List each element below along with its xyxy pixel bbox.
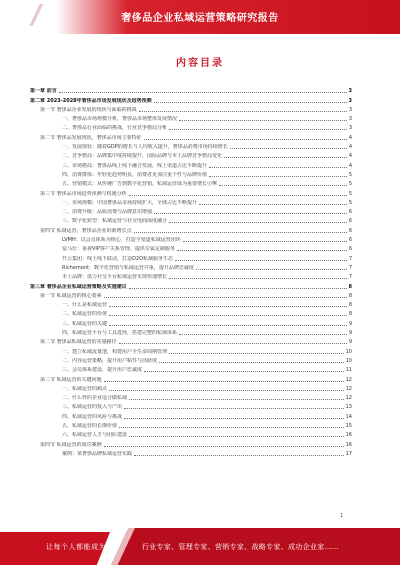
- toc-entry-text: 三、会员体系建设，提升用户忠诚度: [62, 367, 143, 374]
- footer-tagline: 行业专家、管理专家、营销专家、战略专家、成功企业家……: [142, 543, 340, 551]
- toc-leader-dots: [154, 98, 347, 103]
- toc-leader-dots: [209, 163, 347, 168]
- toc-entry-text: 二、什么样的企业适合做私域: [62, 395, 128, 402]
- toc-entry-page: 5: [348, 190, 352, 197]
- toc-leader-dots: [183, 237, 347, 242]
- toc-entry-text: 四、私域运营的风险与挑战: [62, 413, 123, 420]
- toc-leader-dots: [209, 172, 347, 177]
- toc-leader-dots: [179, 116, 347, 121]
- toc-leader-dots: [119, 423, 344, 428]
- toc-title: 内容目录: [176, 58, 224, 69]
- toc-leader-dots: [196, 265, 347, 270]
- toc-entry[interactable]: [30, 94, 352, 103]
- toc-entry-page: 3: [348, 106, 352, 113]
- toc-entry[interactable]: [30, 280, 352, 289]
- toc-entry[interactable]: [30, 113, 352, 122]
- toc-entry-text: 四、私域运营平台与工具选择，搭建完整的私域体系: [62, 330, 178, 337]
- toc-entry-page: 7: [348, 274, 352, 281]
- report-title: 奢侈品企业私域运营策略研究报告: [121, 13, 279, 24]
- toc-leader-dots: [159, 358, 344, 363]
- table-of-contents: [30, 85, 352, 457]
- toc-entry[interactable]: [30, 150, 352, 159]
- toc-entry-text: 第三章 奢侈品企业私域运营策略及实施建议: [30, 283, 127, 290]
- toc-entry[interactable]: [30, 206, 352, 215]
- report-header: [0, 0, 400, 34]
- toc-entry[interactable]: [30, 243, 352, 252]
- toc-entry-text: 二、奢侈品行业面临的挑战，行业竞争格局分析: [62, 125, 168, 132]
- toc-entry-page: 6: [348, 227, 352, 234]
- toc-entry[interactable]: [30, 252, 352, 261]
- toc-entry-text: 二、消费升级：品质消费与品牌意识增强: [62, 209, 153, 216]
- toc-entry[interactable]: [30, 308, 352, 317]
- toc-leader-dots: [109, 386, 344, 391]
- toc-entry-page: 12: [345, 376, 352, 383]
- toc-entry[interactable]: [30, 438, 352, 447]
- toc-entry-text: 三、市场格局：奢侈品线上线下融合发展，线上渠道占比不断提升: [62, 162, 208, 169]
- toc-leader-dots: [219, 181, 347, 186]
- toc-entry[interactable]: [30, 178, 352, 187]
- toc-entry-page: 11: [345, 367, 352, 374]
- toc-entry[interactable]: [30, 131, 352, 140]
- toc-leader-dots: [124, 414, 344, 419]
- toc-leader-dots: [224, 153, 347, 158]
- footer-decoration: [110, 528, 138, 565]
- toc-entry-page: 6: [348, 246, 352, 253]
- toc-entry[interactable]: [30, 392, 352, 401]
- toc-entry-page: 6: [348, 209, 352, 216]
- toc-entry[interactable]: [30, 299, 352, 308]
- toc-entry[interactable]: [30, 420, 352, 429]
- toc-entry-text: 开云集团：线上线下联动，打造O2O私域服务生态: [62, 255, 174, 262]
- toc-entry[interactable]: [30, 187, 352, 196]
- toc-leader-dots: [169, 349, 344, 354]
- toc-entry-page: 5: [348, 199, 352, 206]
- toc-entry[interactable]: [30, 336, 352, 345]
- toc-entry-text: 一、奢侈品市场规模分析，奢侈品市场整体发展情况: [62, 116, 178, 123]
- toc-entry-text: 本土品牌：借力社交平台私域运营实现快速增长: [62, 274, 168, 281]
- toc-entry[interactable]: [30, 364, 352, 373]
- toc-entry[interactable]: [30, 271, 352, 280]
- toc-leader-dots: [199, 200, 347, 205]
- toc-entry-page: 7: [348, 255, 352, 262]
- toc-leader-dots: [139, 107, 347, 112]
- toc-entry-page: 8: [348, 292, 352, 299]
- toc-entry[interactable]: [30, 122, 352, 131]
- toc-leader-dots: [169, 274, 347, 279]
- toc-entry-text: 第三节 奢侈品市场趋势预测与机遇分析: [40, 190, 127, 197]
- toc-leader-dots: [129, 191, 347, 196]
- toc-entry-page: 10: [345, 348, 352, 355]
- toc-leader-dots: [134, 451, 344, 456]
- toc-entry-page: 9: [348, 320, 352, 327]
- toc-entry-page: 3: [348, 125, 352, 132]
- toc-entry-page: 9: [348, 330, 352, 337]
- toc-entry[interactable]: [30, 429, 352, 438]
- toc-entry[interactable]: [30, 373, 352, 382]
- toc-entry-text: 第四节 私域运营的成功案例: [40, 441, 102, 448]
- toc-entry-page: 15: [345, 422, 352, 429]
- toc-leader-dots: [134, 228, 347, 233]
- toc-entry-text: 一、私域运营的痛点: [62, 385, 108, 392]
- toc-entry[interactable]: [30, 327, 352, 336]
- toc-entry-page: 8: [348, 302, 352, 309]
- toc-entry-page: 14: [345, 413, 352, 420]
- toc-leader-dots: [175, 256, 347, 261]
- toc-leader-dots: [104, 377, 344, 382]
- toc-entry[interactable]: [30, 85, 352, 94]
- toc-entry-text: 四、消费群体：年轻化趋势明显，消费者更加注重个性与品牌价值: [62, 171, 208, 178]
- toc-entry[interactable]: [30, 355, 352, 364]
- toc-entry-text: 二、竞争格局：品牌集中度持续提升，国际品牌与本土品牌竞争格局变化: [62, 153, 223, 160]
- toc-entry-page: 6: [348, 218, 352, 225]
- toc-entry-text: 一、什么是私域运营: [62, 302, 108, 309]
- toc-entry-text: 二、私域运营的价值: [62, 311, 108, 318]
- toc-entry-text: 五、私域运营的长期价值: [62, 422, 118, 429]
- toc-leader-dots: [144, 367, 344, 372]
- toc-leader-dots: [169, 218, 347, 223]
- toc-entry[interactable]: [30, 141, 352, 150]
- toc-leader-dots: [109, 302, 347, 307]
- toc-leader-dots: [124, 404, 344, 409]
- toc-entry-page: 17: [345, 450, 352, 457]
- toc-leader-dots: [104, 293, 347, 298]
- toc-entry[interactable]: [30, 410, 352, 419]
- toc-entry[interactable]: [30, 224, 352, 233]
- toc-entry[interactable]: [30, 159, 352, 168]
- toc-entry[interactable]: [30, 317, 352, 326]
- toc-entry-text: 第四节 私域运营，奢侈品企业的新增长点: [40, 227, 132, 234]
- toc-entry-page: 3: [348, 116, 352, 123]
- toc-entry-page: 5: [348, 181, 352, 188]
- toc-entry-text: Richemont：数字化营销与私域运营并重，提升品牌忠诚度: [62, 264, 194, 271]
- toc-leader-dots: [119, 339, 347, 344]
- toc-entry-page: 4: [348, 134, 352, 141]
- toc-entry-text: 二、内容运营策略，提升用户粘性与活跃度: [62, 357, 158, 364]
- toc-entry[interactable]: [30, 448, 352, 457]
- toc-leader-dots: [109, 311, 347, 316]
- toc-leader-dots: [109, 321, 347, 326]
- toc-leader-dots: [129, 284, 347, 289]
- toc-entry-page: 8: [348, 311, 352, 318]
- toc-entry-text: 六、私域运营人才与团队建设: [62, 432, 128, 439]
- page-number: 1: [340, 513, 344, 519]
- toc-entry-page: 4: [348, 162, 352, 169]
- toc-entry-text: 第三节 私域运营的关键问题: [40, 376, 102, 383]
- toc-entry-text: LVMH：以会员体系为核心，打造全渠道私域运营闭环: [62, 237, 181, 244]
- toc-leader-dots: [177, 246, 347, 251]
- toc-entry[interactable]: [30, 197, 352, 206]
- toc-entry-page: 9: [348, 339, 352, 346]
- toc-entry[interactable]: [30, 290, 352, 299]
- toc-entry-text: 三、数字化转型：私域运营与社交电商深度融合: [62, 218, 168, 225]
- toc-entry-text: 第二节 奢侈品私域运营的实施路径: [40, 339, 117, 346]
- toc-entry[interactable]: [30, 104, 352, 113]
- toc-entry-page: 16: [345, 432, 352, 439]
- toc-entry[interactable]: [30, 234, 352, 243]
- toc-entry-page: 3: [348, 97, 352, 104]
- toc-entry-page: 5: [348, 171, 352, 178]
- toc-entry-page: 10: [345, 357, 352, 364]
- toc-leader-dots: [144, 135, 347, 140]
- toc-entry-text: 第二节 奢侈品发展现状，奢侈品市场主要特征: [40, 134, 142, 141]
- toc-entry-text: 第一章 前言: [30, 88, 57, 95]
- toc-entry-page: 12: [345, 385, 352, 392]
- toc-entry-text: 爱马仕：重视VIP客户关系管理，提供专属定制服务: [62, 246, 175, 253]
- toc-entry[interactable]: [30, 401, 352, 410]
- toc-entry-text: 三、私域运营的关键: [62, 320, 108, 327]
- toc-entry-page: 4: [348, 144, 352, 151]
- toc-entry-page: 16: [345, 441, 352, 448]
- toc-entry-text: 第二章 2023-2028年奢侈品市场发展现状及趋势预测: [30, 97, 152, 104]
- toc-entry-text: 案例：某奢侈品牌私域运营实践: [62, 450, 133, 457]
- toc-leader-dots: [129, 432, 344, 437]
- toc-entry-page: 7: [348, 264, 352, 271]
- toc-entry-page: 3: [348, 88, 352, 95]
- toc-entry[interactable]: [30, 215, 352, 224]
- toc-entry-page: 6: [348, 237, 352, 244]
- toc-entry-text: 第一节 奢侈品企业发展的现状与面临的挑战: [40, 106, 137, 113]
- toc-entry-page: 8: [348, 283, 352, 290]
- toc-leader-dots: [230, 144, 347, 149]
- toc-leader-dots: [154, 209, 347, 214]
- toc-entry-text: 一、建立私域流量池，构建用户全生命周期管理: [62, 348, 168, 355]
- toc-entry-text: 三、私域运营的投入与产出: [62, 404, 123, 411]
- toc-entry[interactable]: [30, 262, 352, 271]
- toc-entry-page: 12: [345, 395, 352, 402]
- toc-leader-dots: [129, 395, 344, 400]
- toc-entry-text: 五、营销模式：从传统广告到数字化营销，私域运营成为重要增长引擎: [62, 181, 218, 188]
- toc-entry-page: 13: [345, 404, 352, 411]
- footer-banner: [0, 528, 400, 565]
- toc-entry-text: 一、发展现状：随着GDP的增长与人均收入提升，奢侈品消费市场持续增长: [62, 144, 228, 151]
- toc-leader-dots: [59, 88, 347, 93]
- toc-leader-dots: [169, 125, 347, 130]
- toc-entry[interactable]: [30, 383, 352, 392]
- toc-leader-dots: [179, 330, 347, 335]
- toc-entry-text: 第一节 私域运营的核心要素: [40, 292, 102, 299]
- footer-slogan: 让每个人都能成为: [46, 543, 106, 551]
- toc-entry-text: 一、市场规模：中国奢侈品市场持续扩大，全球占比不断提升: [62, 199, 198, 206]
- toc-entry[interactable]: [30, 345, 352, 354]
- toc-leader-dots: [104, 442, 344, 447]
- toc-entry[interactable]: [30, 169, 352, 178]
- toc-entry-page: 4: [348, 153, 352, 160]
